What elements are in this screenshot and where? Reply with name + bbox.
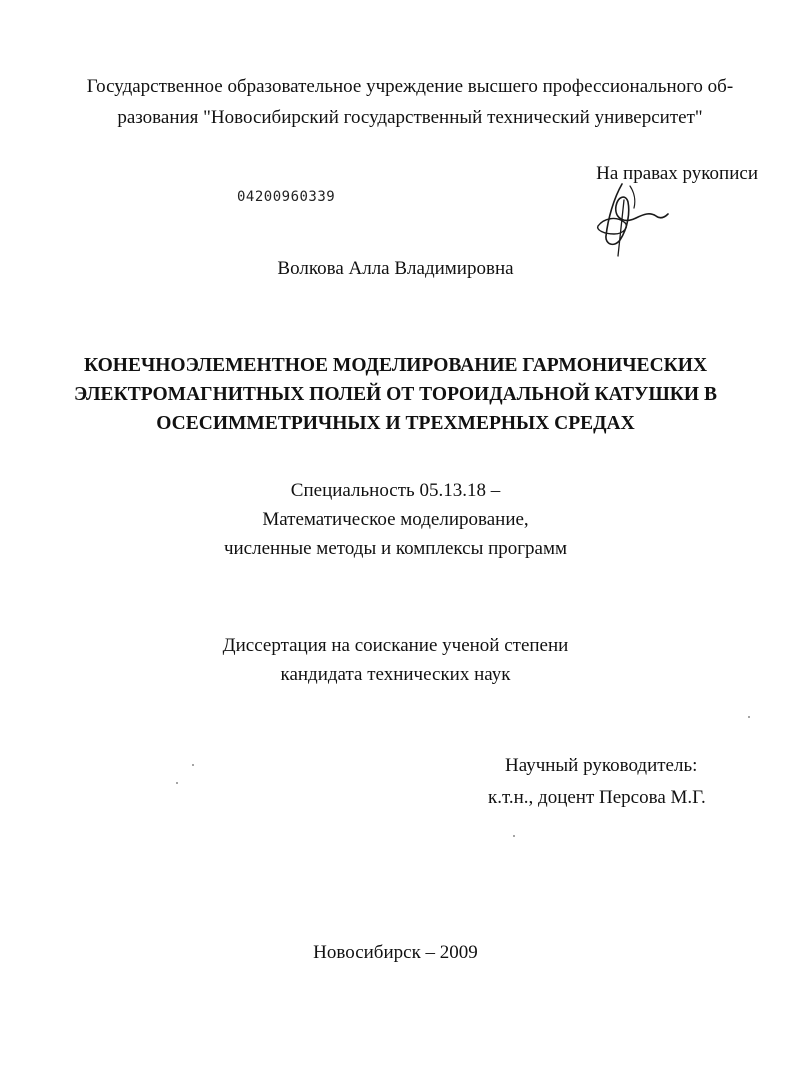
title-line-1: КОНЕЧНОЭЛЕМЕНТНОЕ МОДЕЛИРОВАНИЕ ГАРМОНИЧЕСКИХ: [83, 355, 708, 376]
dissertation-line-2: кандидата технических наук: [280, 664, 511, 685]
city-year: Новосибирск – 2009: [313, 942, 478, 963]
institution-header: [50, 71, 770, 133]
scan-speck: [192, 764, 194, 766]
dissertation-line-1: Диссертация на соискание ученой степени: [222, 635, 569, 656]
title-line-3: ОСЕСИММЕТРИЧНЫХ И ТРЕХМЕРНЫХ СРЕДАХ: [156, 413, 635, 434]
scan-speck: [176, 782, 178, 784]
title-line-2: ЭЛЕКТРОМАГНИТНЫХ ПОЛЕЙ ОТ ТОРОИДАЛЬНОЙ КАТУШКИ В: [74, 384, 717, 405]
specialty-name-2: численные методы и комплексы программ: [223, 538, 568, 559]
specialty-code: Специальность 05.13.18 –: [290, 480, 501, 501]
institution-line-2: разования "Новосибирский государственный технический университет": [117, 107, 703, 128]
institution-line-1: Государственное образовательное учреждение высшего профессионального об-: [86, 76, 734, 97]
specialty-name-1: Математическое моделирование,: [262, 509, 529, 530]
supervisor-label: Научный руководитель:: [505, 755, 698, 776]
author-name: Волкова Алла Владимировна: [277, 258, 514, 279]
supervisor-name: к.т.н., доцент Персова М.Г.: [488, 787, 706, 808]
scan-speck: [513, 835, 515, 837]
dissertation-title: [0, 351, 791, 438]
document-number: 04200960339: [237, 189, 336, 205]
manuscript-rights-note: На правах рукописи: [596, 163, 758, 184]
specialty-block: [0, 476, 791, 563]
scan-speck: [748, 716, 750, 718]
dissertation-degree-block: [0, 631, 791, 689]
handwritten-signature: [584, 178, 674, 258]
